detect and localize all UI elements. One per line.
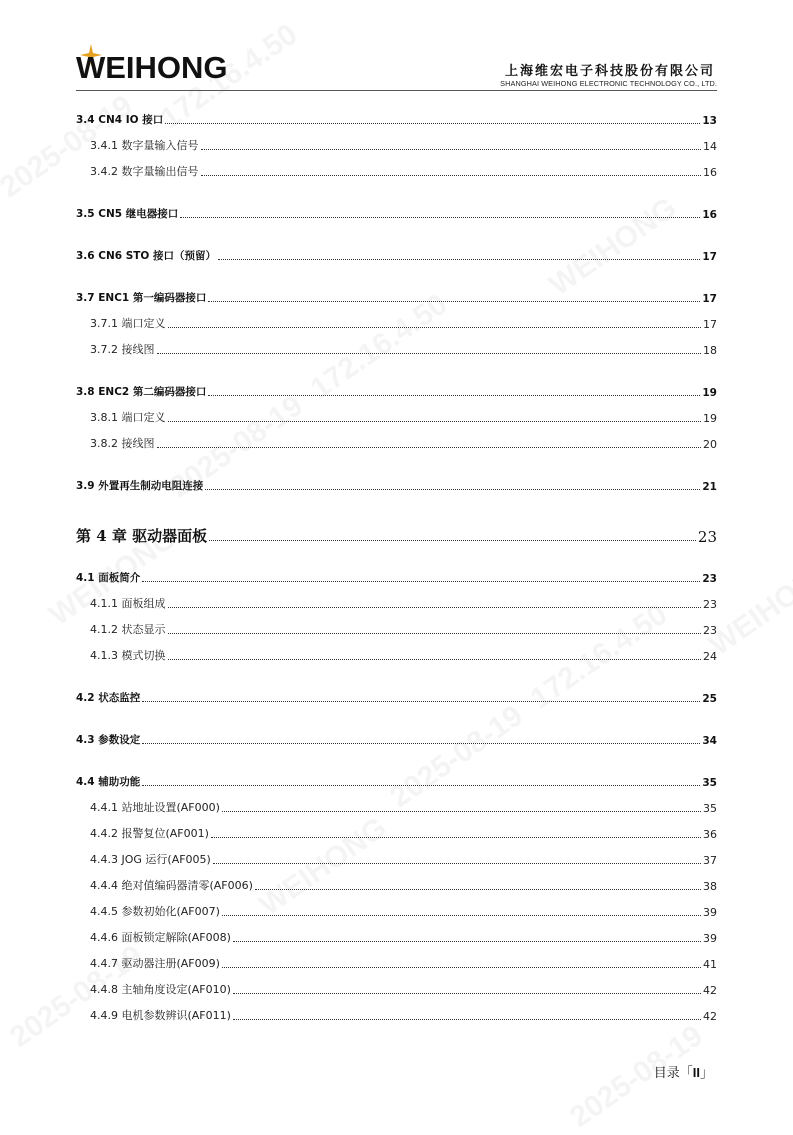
- toc-entry[interactable]: [90, 851, 717, 867]
- toc-entry-page: 23: [697, 528, 717, 546]
- toc-entry[interactable]: [90, 877, 717, 893]
- toc-entry-title: 3.8.1 端口定义: [90, 411, 166, 424]
- toc-entry[interactable]: [90, 981, 717, 997]
- toc-entry[interactable]: [76, 205, 717, 221]
- toc-entry-title: 3.6 CN6 STO 接口（预留）: [76, 250, 217, 262]
- toc-entry[interactable]: [76, 731, 717, 747]
- toc-dot-leader: [168, 326, 702, 328]
- toc-dot-leader: [201, 174, 702, 176]
- toc-dot-leader: [168, 632, 702, 634]
- toc-dot-leader: [157, 352, 702, 354]
- toc-entry-title: 3.4.1 数字量输入信号: [90, 139, 199, 152]
- toc-dot-leader: [208, 300, 700, 302]
- page-header: [0, 0, 793, 100]
- toc-dot-leader: [205, 488, 700, 490]
- toc-entry[interactable]: [90, 137, 717, 153]
- toc-dot-leader: [142, 742, 700, 744]
- toc-entry-title: 4.4.3 JOG 运行(AF005): [90, 853, 211, 866]
- toc-entry[interactable]: [76, 689, 717, 705]
- company-name-cn: 上海维宏电子科技股份有限公司: [504, 64, 715, 79]
- toc-entry[interactable]: [90, 435, 717, 451]
- toc-entry[interactable]: [90, 647, 717, 663]
- toc-entry-page: 23: [702, 573, 717, 585]
- toc-entry-page: 23: [703, 598, 717, 611]
- toc-entry[interactable]: [76, 383, 717, 399]
- toc-entry[interactable]: [76, 247, 717, 263]
- toc-entry[interactable]: [76, 477, 717, 493]
- toc-entry-title: 4.4.6 面板锁定解除(AF008): [90, 931, 231, 944]
- watermark-text: [384, 699, 529, 815]
- toc-entry-page: 36: [703, 828, 717, 841]
- toc-entry-title: 4.4.9 电机参数辨识(AF011): [90, 1009, 231, 1022]
- toc-entry-page: 16: [703, 166, 717, 179]
- toc-dot-leader: [208, 394, 700, 396]
- toc-entry-page: 38: [703, 880, 717, 893]
- toc-entry-page: 24: [703, 650, 717, 663]
- toc-entry[interactable]: [76, 773, 717, 789]
- toc-entry-title: 4.4.1 站地址设置(AF000): [90, 801, 220, 814]
- toc-entry-page: 35: [703, 802, 717, 815]
- toc-entry[interactable]: [90, 929, 717, 945]
- toc-entry-page: 17: [702, 251, 717, 263]
- toc-entry[interactable]: [76, 524, 717, 546]
- toc-dot-leader: [233, 1018, 701, 1020]
- toc-dot-leader: [222, 914, 701, 916]
- toc-entry[interactable]: [90, 341, 717, 357]
- toc-entry-page: 17: [702, 293, 717, 305]
- toc-entry-page: 17: [703, 318, 717, 331]
- toc-dot-leader: [209, 539, 696, 541]
- toc-entry[interactable]: [76, 289, 717, 305]
- toc-dot-leader: [168, 420, 702, 422]
- toc-entry[interactable]: [76, 111, 717, 127]
- toc-entry-title: 3.8.2 接线图: [90, 437, 155, 450]
- toc-entry-title: 4.4.4 绝对值编码器清零(AF006): [90, 879, 253, 892]
- toc-entry[interactable]: [90, 903, 717, 919]
- toc-entry[interactable]: [90, 595, 717, 611]
- footer-page-number: II: [692, 1065, 700, 1080]
- toc-entry-title: 3.8 ENC2 第二编码器接口: [76, 386, 207, 398]
- toc-entry-page: 35: [702, 777, 717, 789]
- toc-entry-page: 39: [703, 932, 717, 945]
- toc-entry[interactable]: [90, 799, 717, 815]
- toc-entry-page: 25: [702, 693, 717, 705]
- toc-entry-title: 3.5 CN5 继电器接口: [76, 208, 179, 220]
- toc-dot-leader: [201, 148, 702, 150]
- toc-entry-page: 23: [703, 624, 717, 637]
- toc-dot-leader: [142, 784, 700, 786]
- toc-entry-page: 34: [702, 735, 717, 747]
- toc-entry-page: 14: [703, 140, 717, 153]
- toc-dot-leader: [168, 606, 702, 608]
- company-logo: WEIHONG: [76, 50, 228, 85]
- toc-entry-page: 19: [702, 387, 717, 399]
- toc-entry-title: 4.1.2 状态显示: [90, 623, 166, 636]
- toc-entry[interactable]: [90, 825, 717, 841]
- toc-entry[interactable]: [90, 163, 717, 179]
- toc-entry-title: 3.4.2 数字量输出信号: [90, 165, 199, 178]
- toc-dot-leader: [180, 216, 700, 218]
- toc-entry-page: 41: [703, 958, 717, 971]
- toc-entry-title: 4.1.1 面板组成: [90, 597, 166, 610]
- toc-entry-title: 3.7.1 端口定义: [90, 317, 166, 330]
- toc-entry[interactable]: [76, 569, 717, 585]
- toc-entry-title: 4.4.2 报警复位(AF001): [90, 827, 209, 840]
- toc-entry[interactable]: [90, 955, 717, 971]
- toc-dot-leader: [218, 258, 700, 260]
- toc-entry-title: 4.4 辅助功能: [76, 776, 141, 788]
- page-footer: 目录「II」: [653, 1065, 713, 1081]
- toc-entry-title: 4.3 参数设定: [76, 734, 141, 746]
- toc-entry-page: 39: [703, 906, 717, 919]
- toc-entry-title: 4.4.7 驱动器注册(AF009): [90, 957, 220, 970]
- toc-entry[interactable]: [90, 1007, 717, 1023]
- toc-dot-leader: [213, 862, 701, 864]
- toc-entry-title: 4.1 面板简介: [76, 572, 141, 584]
- toc-dot-leader: [255, 888, 701, 890]
- toc-dot-leader: [157, 446, 702, 448]
- toc-entry-title: 4.2 状态监控: [76, 692, 141, 704]
- toc-entry-page: 13: [702, 115, 717, 127]
- company-name-en: SHANGHAI WEIHONG ELECTRONIC TECHNOLOGY CO., LTD.: [500, 79, 717, 88]
- footer-label: 目录: [653, 1066, 680, 1081]
- toc-entry-title: 第 4 章 驱动器面板: [76, 527, 208, 545]
- toc-dot-leader: [165, 122, 700, 124]
- toc-dot-leader: [233, 940, 701, 942]
- toc-dot-leader: [211, 836, 701, 838]
- header-divider: [76, 90, 717, 91]
- toc-entry-title: 3.4 CN4 IO 接口: [76, 114, 164, 126]
- toc-entry-page: 37: [703, 854, 717, 867]
- toc-dot-leader: [142, 580, 700, 582]
- toc-entry-title: 3.7 ENC1 第一编码器接口: [76, 292, 207, 304]
- toc-entry-title: 4.1.3 模式切换: [90, 649, 166, 662]
- toc-entry-title: 4.4.8 主轴角度设定(AF010): [90, 983, 231, 996]
- toc-entry[interactable]: [90, 621, 717, 637]
- toc-entry[interactable]: [90, 315, 717, 331]
- toc-entry-page: 42: [703, 984, 717, 997]
- toc-entry-page: 19: [703, 412, 717, 425]
- toc-entry-page: 42: [703, 1010, 717, 1023]
- toc-entry-title: 3.9 外置再生制动电阻连接: [76, 480, 204, 492]
- toc-dot-leader: [168, 658, 702, 660]
- toc-dot-leader: [233, 992, 701, 994]
- toc-entry-page: 21: [702, 481, 717, 493]
- toc-dot-leader: [222, 810, 701, 812]
- toc-dot-leader: [142, 700, 700, 702]
- toc-entry-page: 18: [703, 344, 717, 357]
- toc-entry-page: 16: [702, 209, 717, 221]
- toc-entry-page: 20: [703, 438, 717, 451]
- toc-dot-leader: [222, 966, 701, 968]
- toc-entry-title: 4.4.5 参数初始化(AF007): [90, 905, 220, 918]
- toc-entry[interactable]: [90, 409, 717, 425]
- toc-entry-title: 3.7.2 接线图: [90, 343, 155, 356]
